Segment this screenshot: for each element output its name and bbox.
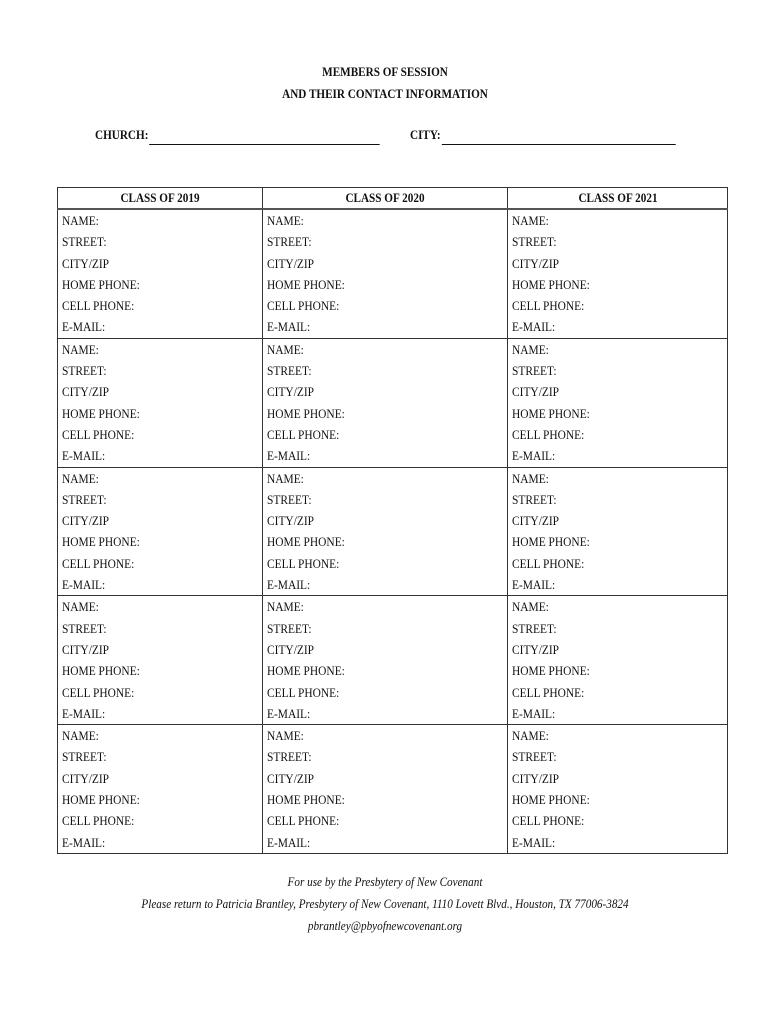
member-entry-cell[interactable] (263, 596, 508, 725)
entry-label: NAME: (512, 213, 549, 228)
entry-label: NAME: (62, 470, 99, 486)
entry-label: HOME PHONE: (512, 663, 590, 679)
entry-label: E-MAIL: (62, 705, 106, 721)
entry-label: NAME: (512, 728, 549, 744)
entry-label: E-MAIL: (267, 319, 311, 335)
entry-label: E-MAIL: (267, 448, 311, 464)
church-field[interactable] (95, 125, 380, 145)
entry-label: E-MAIL: (62, 448, 106, 464)
entry-label: CITY/ZIP (512, 641, 560, 657)
entry-label: CELL PHONE: (62, 684, 135, 700)
entry-label: HOME PHONE: (267, 663, 345, 679)
column-header-class-2021: CLASS OF 2021 (508, 188, 728, 210)
entry-label: CITY/ZIP (267, 770, 315, 786)
church-label: CHURCH: (95, 127, 149, 142)
entry-label: CELL PHONE: (512, 426, 585, 442)
entry-label: NAME: (62, 213, 99, 228)
member-entry-cell[interactable] (58, 725, 263, 854)
entry-label: CITY/ZIP (512, 513, 560, 529)
entry-label: STREET: (512, 749, 557, 765)
member-entry-cell[interactable] (58, 596, 263, 725)
column-header-class-2019: CLASS OF 2019 (58, 188, 263, 210)
entry-label: CITY/ZIP (512, 255, 560, 271)
entry-label: CELL PHONE: (267, 426, 340, 442)
entry-label: STREET: (267, 620, 312, 636)
footer-return-address: Please return to Patricia Brantley, Presbytery of New Covenant, 1110 Lovett Blvd., Houston, TX 77006-3824 (141, 896, 629, 911)
table-header-row (58, 188, 728, 210)
entry-label: CITY/ZIP (62, 770, 110, 786)
entry-label: STREET: (267, 234, 312, 250)
entry-label: NAME: (62, 728, 99, 744)
entry-label: STREET: (512, 234, 557, 250)
entry-label: HOME PHONE: (267, 792, 345, 808)
member-entry-cell[interactable] (508, 467, 728, 596)
table-row (58, 467, 728, 596)
entry-label: CITY/ZIP (267, 384, 315, 400)
entry-label: NAME: (512, 470, 549, 486)
entry-label: CITY/ZIP (512, 770, 560, 786)
footer-email: pbrantley@pbyofnewcovenant.org (307, 918, 463, 933)
entry-label: HOME PHONE: (512, 534, 590, 550)
entry-label: HOME PHONE: (62, 792, 140, 808)
entry-label: STREET: (62, 749, 107, 765)
table-row (58, 596, 728, 725)
entry-label: STREET: (62, 620, 107, 636)
entry-label: CITY/ZIP (62, 255, 110, 271)
table-row (58, 209, 728, 338)
entry-label: NAME: (267, 599, 304, 615)
entry-label: HOME PHONE: (62, 534, 140, 550)
entry-label: E-MAIL: (512, 319, 556, 335)
entry-label: STREET: (267, 363, 312, 379)
entry-label: CELL PHONE: (512, 298, 585, 314)
member-entry-cell[interactable] (58, 338, 263, 467)
member-entry-cell[interactable] (508, 209, 728, 338)
entry-label: HOME PHONE: (512, 276, 590, 292)
entry-label: CITY/ZIP (62, 513, 110, 529)
entry-label: STREET: (62, 234, 107, 250)
entry-label: STREET: (512, 620, 557, 636)
entry-label: E-MAIL: (267, 577, 311, 593)
entry-label: STREET: (512, 491, 557, 507)
entry-label: NAME: (267, 728, 304, 744)
form-title-line-2: AND THEIR CONTACT INFORMATION (282, 86, 488, 101)
entry-label: HOME PHONE: (62, 405, 140, 421)
entry-label: CITY/ZIP (267, 641, 315, 657)
entry-label: HOME PHONE: (267, 405, 345, 421)
entry-label: STREET: (267, 491, 312, 507)
city-field[interactable] (410, 125, 675, 145)
entry-label: E-MAIL: (512, 834, 556, 850)
member-entry-cell[interactable] (263, 725, 508, 854)
entry-label: CELL PHONE: (62, 298, 135, 314)
entry-label: NAME: (512, 341, 549, 357)
entry-label: CELL PHONE: (62, 426, 135, 442)
entry-label: CITY/ZIP (267, 255, 315, 271)
entry-label: E-MAIL: (512, 705, 556, 721)
entry-label: CELL PHONE: (267, 813, 340, 829)
member-entry-cell[interactable] (263, 338, 508, 467)
entry-label: CITY/ZIP (62, 384, 110, 400)
entry-label: CELL PHONE: (267, 555, 340, 571)
entry-label: STREET: (62, 491, 107, 507)
entry-label: CELL PHONE: (512, 813, 585, 829)
entry-label: HOME PHONE: (512, 792, 590, 808)
entry-label: CITY/ZIP (62, 641, 110, 657)
entry-label: HOME PHONE: (267, 534, 345, 550)
entry-label: STREET: (267, 749, 312, 765)
entry-label: NAME: (62, 341, 99, 357)
member-entry-cell[interactable] (263, 209, 508, 338)
member-entry-cell[interactable] (263, 467, 508, 596)
entry-label: CELL PHONE: (267, 298, 340, 314)
entry-label: CELL PHONE: (512, 684, 585, 700)
entry-label: HOME PHONE: (512, 405, 590, 421)
entry-label: E-MAIL: (62, 577, 106, 593)
entry-label: E-MAIL: (267, 834, 311, 850)
member-entry-cell[interactable] (508, 338, 728, 467)
entry-label: NAME: (267, 470, 304, 486)
city-label: CITY: (410, 127, 441, 142)
members-table (57, 187, 728, 854)
entry-label: HOME PHONE: (62, 663, 140, 679)
entry-label: E-MAIL: (267, 705, 311, 721)
entry-label: CELL PHONE: (267, 684, 340, 700)
entry-label: E-MAIL: (62, 319, 106, 335)
table-row (58, 725, 728, 854)
entry-label: CITY/ZIP (512, 384, 560, 400)
entry-label: NAME: (267, 341, 304, 357)
entry-label: HOME PHONE: (62, 276, 140, 292)
church-blank-line[interactable] (149, 129, 379, 145)
entry-label: STREET: (512, 363, 557, 379)
member-entry-cell[interactable] (508, 725, 728, 854)
column-header-class-2020: CLASS OF 2020 (263, 188, 508, 210)
form-title-line-1: MEMBERS OF SESSION (322, 64, 448, 79)
city-blank-line[interactable] (442, 129, 676, 145)
entry-label: STREET: (62, 363, 107, 379)
member-entry-cell[interactable] (508, 596, 728, 725)
footer-usage-note: For use by the Presbytery of New Covenant (287, 874, 483, 889)
entry-label: CELL PHONE: (62, 813, 135, 829)
entry-label: CELL PHONE: (512, 555, 585, 571)
member-entry-cell[interactable] (58, 209, 263, 338)
entry-label: E-MAIL: (62, 834, 106, 850)
entry-label: HOME PHONE: (267, 276, 345, 292)
member-entry-cell[interactable] (58, 467, 263, 596)
table-row (58, 338, 728, 467)
entry-label: CELL PHONE: (62, 555, 135, 571)
entry-label: NAME: (512, 599, 549, 615)
entry-label: NAME: (62, 599, 99, 615)
entry-label: E-MAIL: (512, 448, 556, 464)
entry-label: NAME: (267, 213, 304, 228)
entry-label: CITY/ZIP (267, 513, 315, 529)
entry-label: E-MAIL: (512, 577, 556, 593)
